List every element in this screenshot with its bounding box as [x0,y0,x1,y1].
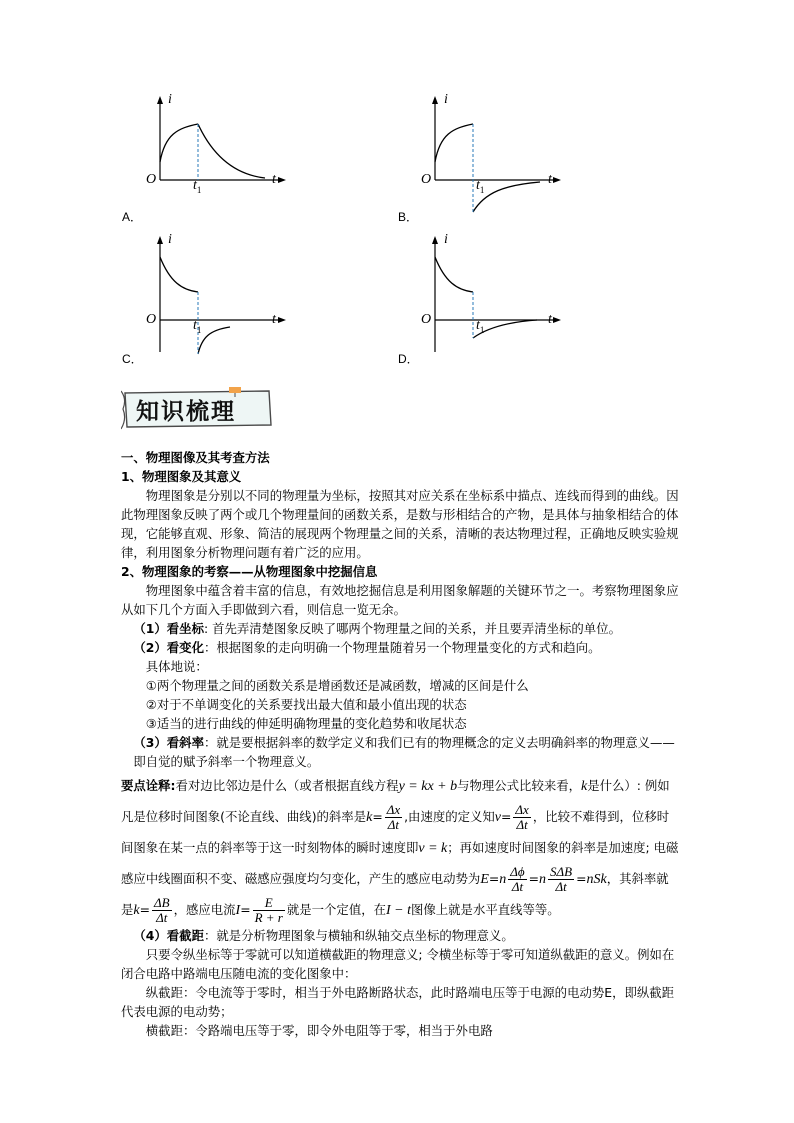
key-note: 要点诠释:看对边比邻边是什么（或者根据直线方程y = kx + b与物理公式比较来看，k是什么）: 例如凡是位移时间图象(不论直线、曲线)的斜率是k= $\frac{\Delta x}{\Delta t}$ ,由速度的定义知v= $\frac{\Delta x}{\Delta t}$ ，比较不难得到，位移时间图象在某一点的斜率等于这一时刻物体的瞬时速度即v = k；再如速度时间图象的斜率是加速度; 电磁感应中线圈面积不变、磁感应强度均匀变化，产生的感应电动势为E=n $\frac{\Delta\phi}{\Delta t}$ =n $\frac{\text{SΔB}}{\Delta t}$ =nSk，其斜率就是k= $\frac{\Delta B}{\Delta t}$ ，感应电流I= $\frac{E}{R + r}$ 就是一个定值，在I − t图像上就是水平直线等等。 [121,778,679,925]
graph-a-y-label: i [168,92,172,107]
fraction-e-rr: $\frac{E}{R + r}$ [254,895,283,925]
graph-b-t1: $t_1$ [476,178,485,195]
graph-d-origin: O [421,312,432,327]
graph-c-x-label: t [272,312,276,327]
subsection-1-title: 1、物理图象及其意义 [121,469,242,484]
graph-a [140,92,290,202]
subsection-1-para: 物理图象是分别以不同的物理量为坐标，按照其对应关系在坐标系中描点、连线而得到的曲线。因此物理图象反映了两个或几个物理量间的函数关系，是数与形相结合的产物，是具体与抽象相结合的体现，它能够直观、形象、简洁的展现两个物理量之间的关系，清晰的表达物理过程，正确地反映实验规律，利用图象分析物理问题有着广泛的应用。 [121,488,679,560]
graph-b-x-label: t [548,172,552,187]
option-b[interactable]: B． [398,210,419,224]
graph-a-t1: $t_1$ [193,178,202,195]
detail-item: ③适当的进行曲线的伸延明确物理量的变化趋势和收尾状态 [145,716,467,731]
graph-c [140,232,290,362]
fraction-db-dt: $\frac{\Delta B}{\Delta t}$ [154,895,170,925]
graph-b-origin: O [421,172,432,187]
graph-d-y-label: i [444,232,448,247]
banner-title: 知识梳理 [136,399,236,425]
graph-b-y-label: i [444,92,448,107]
graph-d [415,232,565,362]
body-text [121,448,681,1040]
option-a[interactable]: A． [122,210,143,224]
detail-item: ①两个物理量之间的函数关系是增函数还是减函数，增减的区间是什么 [145,678,529,693]
vertical-intercept: 纵截距：令电流等于零时，相当于外电路断路状态，此时路端电压等于电源的电动势E，即纵截距代表电源的电动势； [121,985,675,1019]
fraction-dx-dt-2: $\frac{\Delta x}{\Delta t}$ [515,802,529,832]
look-coordinate: （1）看坐标: 首先弄清楚图象反映了哪两个物理量之间的关系，并且要弄清坐标的单位。 [133,621,621,636]
graph-c-t1: $t_1$ [193,318,202,335]
graph-c-origin: O [146,312,157,327]
detail-item: ②对于不单调变化的关系要找出最大值和最小值出现的状态 [145,697,467,712]
look-intercept: （4）看截距：就是分析物理图象与横轴和纵轴交点坐标的物理意义。 [133,928,514,943]
graph-b [415,92,565,222]
horizontal-intercept: 横截距：令路端电压等于零，即令外电阻等于零，相当于外电路 [145,1023,493,1038]
fraction-dphi-dt: $\frac{\Delta\phi}{\Delta t}$ [510,864,525,894]
subsection-2-para: 物理图象中蕴含着丰富的信息，有效地挖掘信息是利用图象解题的关键环节之一。考察物理图象应从如下几个方面入手即做到六看，则信息一览无余。 [121,583,679,617]
section-1-title: 一、物理图像及其考查方法 [121,450,270,465]
option-c[interactable]: C． [122,352,143,366]
graph-d-x-label: t [548,312,552,327]
fraction-dx-dt: $\frac{\Delta x}{\Delta t}$ [386,802,401,832]
graph-a-x-label: t [272,172,276,187]
subsection-2-title: 2、物理图象的考察——从物理图象中挖掘信息 [121,564,378,579]
option-d[interactable]: D． [398,352,419,366]
intercept-para: 只要令纵坐标等于零就可以知道横截距的物理意义; 令横坐标等于零可知道纵截距的意义。例如在闭合电路中路端电压随电流的变化图象中： [121,947,675,981]
graph-c-y-label: i [168,232,172,247]
fraction-sdb-dt: $\frac{\text{SΔB}}{\Delta t}$ [550,864,573,894]
graph-a-origin: O [146,172,157,187]
look-slope: （3）看斜率：就是要根据斜率的数学定义和我们已有的物理概念的定义去明确斜率的物理意义——即自觉的赋予斜率一个物理意义。 [133,735,675,769]
graph-d-t1: $t_1$ [476,318,485,335]
look-change: （2）看变化：根据图象的走向明确一个物理量随着另一个物理量变化的方式和趋向。 [133,640,601,655]
detail-intro: 具体地说： [145,659,208,674]
